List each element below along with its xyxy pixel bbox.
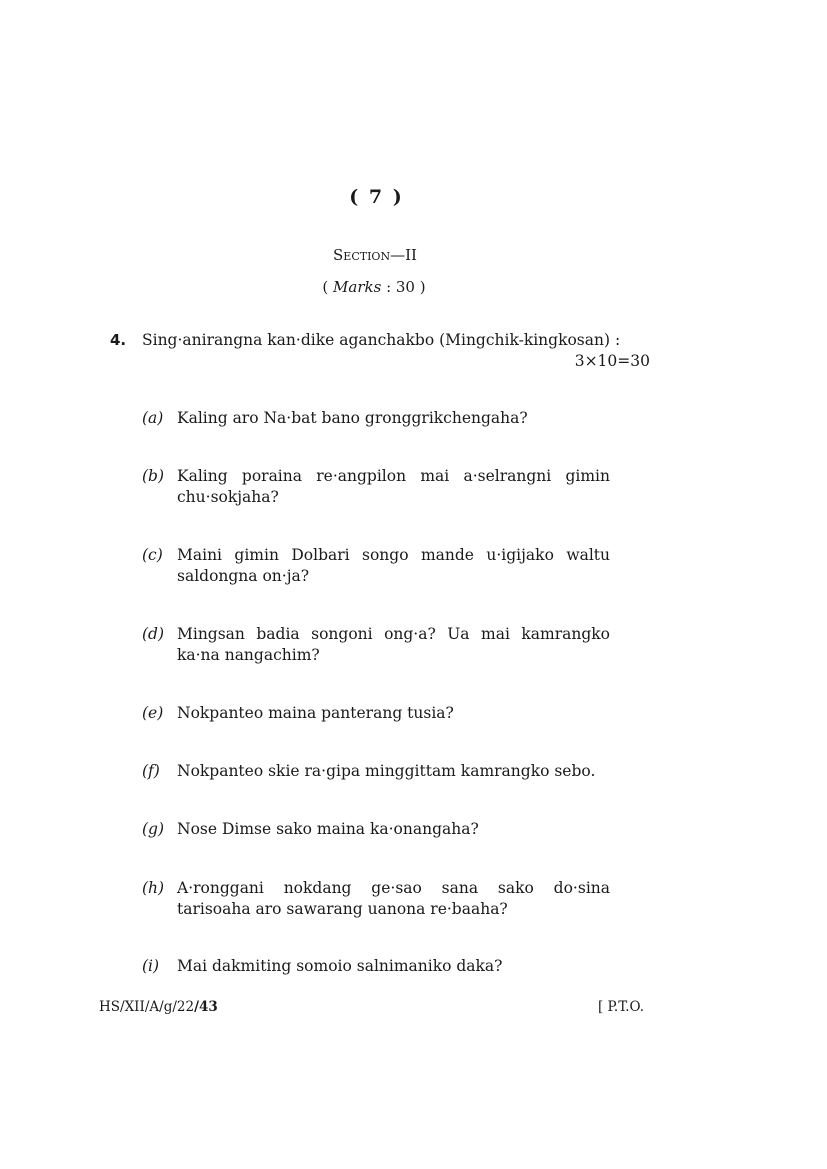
subquestion-text: Kaling aro Na·bat bano gronggrikchengaha? bbox=[177, 409, 528, 427]
subquestion-text: A·ronggani nokdang ge·sao sana sako do·sina tarisoaha aro sawarang uanona re·baaha? bbox=[177, 879, 610, 918]
subquestion-text: Kaling poraina re·angpilon mai a·selrangni gimin chu·sokjaha? bbox=[177, 467, 610, 506]
paper-code-main: HS/XII/A/g/22 bbox=[99, 999, 195, 1015]
marks-value: : 30 ) bbox=[381, 278, 426, 296]
subquestion-label: (e) bbox=[142, 704, 164, 722]
paper-code-suffix: /43 bbox=[194, 999, 218, 1015]
section-marks bbox=[0, 278, 748, 296]
subquestion-label: (b) bbox=[142, 467, 165, 485]
question-number: 4. bbox=[110, 331, 127, 349]
subquestion-label: (c) bbox=[142, 546, 163, 564]
question-marks: 3×10=30 bbox=[574, 352, 650, 370]
section-dash: — bbox=[390, 246, 406, 264]
page-number: ( 7 ) bbox=[349, 186, 404, 208]
question-text: Sing·anirangna kan·dike aganchakbo (Mingchik-kingkosan) : bbox=[142, 331, 621, 349]
subquestion-text: Maini gimin Dolbari songo mande u·igijako waltu saldongna on·ja? bbox=[177, 546, 610, 585]
subquestion-text: Nokpanteo maina panterang tusia? bbox=[177, 704, 454, 722]
pto-marker: [ P.T.O. bbox=[598, 999, 645, 1015]
subquestion-label: (d) bbox=[142, 625, 165, 643]
marks-label: Marks bbox=[333, 278, 382, 296]
subquestion-text: Mingsan badia songoni ong·a? Ua mai kamrangko ka·na nangachim? bbox=[177, 625, 610, 664]
section-numeral: II bbox=[405, 246, 417, 264]
subquestion-label: (h) bbox=[142, 879, 165, 897]
section-title bbox=[0, 246, 750, 264]
subquestion-label: (a) bbox=[142, 409, 164, 427]
subquestion-label: (f) bbox=[142, 762, 160, 780]
subquestion-text: Nose Dimse sako maina ka·onangaha? bbox=[177, 820, 479, 838]
paper-code bbox=[99, 999, 218, 1015]
subquestion-label: (g) bbox=[142, 820, 165, 838]
marks-open: ( bbox=[322, 278, 334, 296]
section-prefix: Section bbox=[333, 246, 391, 264]
subquestion-label: (i) bbox=[142, 957, 160, 975]
subquestion-text: Nokpanteo skie ra·gipa minggittam kamrangko sebo. bbox=[177, 762, 596, 780]
subquestion-text: Mai dakmiting somoio salnimaniko daka? bbox=[177, 957, 503, 975]
